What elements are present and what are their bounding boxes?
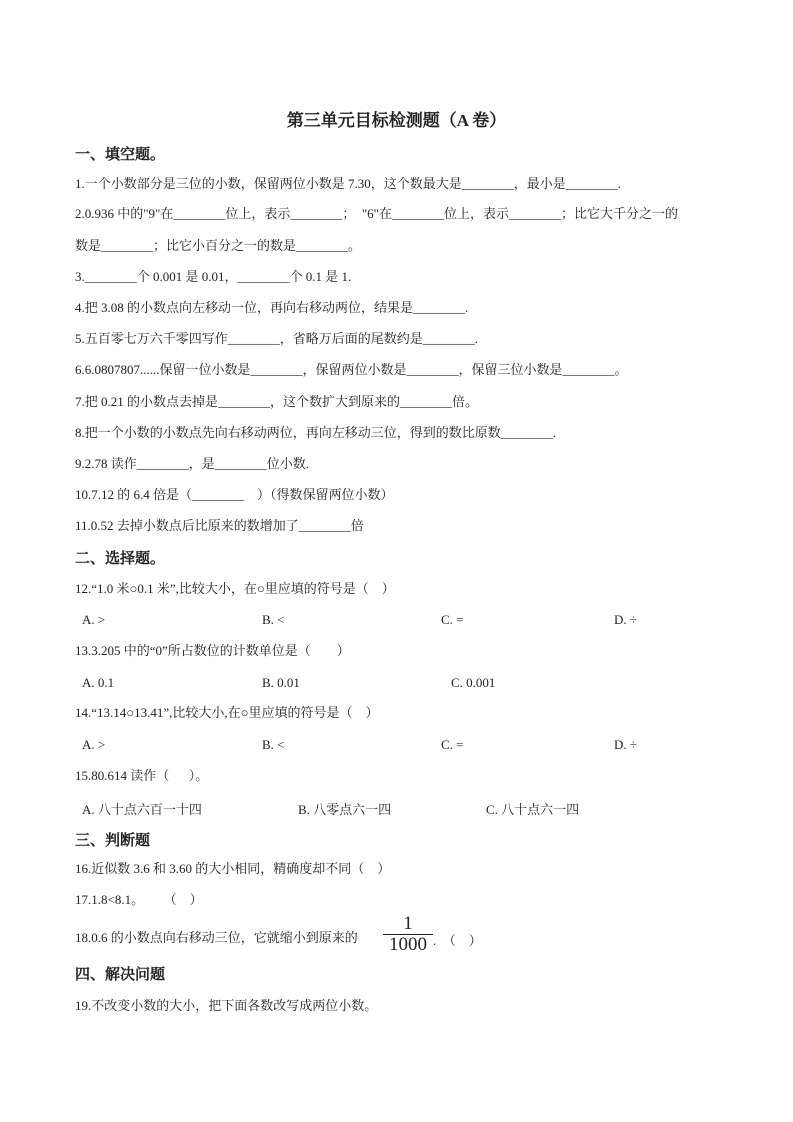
option-a: A. >: [82, 612, 106, 627]
question-12: 12.“1.0 米○0.1 米”,比较大小，在○里应填的符号是（ ）: [75, 581, 395, 596]
question-10: 10.7.12 的 6.4 倍是（________ ）（得数保留两位小数）: [75, 487, 394, 502]
option-c: C. =: [441, 737, 464, 752]
question-2: 2.0.936 中的"9"在________位上，表示________； "6"在________位上，表示________；比它大千分之一的: [75, 206, 678, 221]
option-a: A. 0.1: [82, 675, 115, 690]
question-9: 9.2.78 读作________，是________位小数.: [75, 456, 310, 471]
section-heading-judge: 三、判断题: [75, 833, 151, 849]
section-heading-choice: 二、选择题。: [75, 551, 166, 567]
option-d: D. ÷: [614, 612, 638, 627]
question-11: 11.0.52 去掉小数点后比原来的数增加了________倍: [75, 518, 364, 533]
question-6: 6.6.0807807......保留一位小数是________，保留两位小数是________，保留三位小数是________。: [75, 362, 628, 377]
option-b: B. 0.01: [262, 675, 300, 690]
option-b: B. <: [262, 737, 285, 752]
section-heading-fill: 一、填空题。: [75, 147, 166, 163]
question-18: 18.0.6 的小数点向右移动三位，它就缩小到原来的: [75, 930, 358, 945]
question-8: 8.把一个小数的小数点先向右移动两位，再向左移动三位，得到的数比原数________.: [75, 425, 557, 440]
question-7: 7.把 0.21 的小数点去掉是________，这个数扩大到原来的________倍。: [75, 394, 479, 409]
option-c: C. 0.001: [451, 675, 496, 690]
question-14: 14.“13.14○13.41”,比较大小,在○里应填的符号是（ ）: [75, 705, 379, 720]
fraction-denominator: 1000: [389, 934, 427, 955]
fraction-numerator: 1: [383, 914, 433, 935]
question-15: 15.80.614 读作（ ）。: [75, 768, 209, 783]
fraction: [383, 914, 433, 955]
option-c: C. =: [441, 612, 464, 627]
question-19: 19.不改变小数的大小，把下面各数改写成两位小数。: [75, 998, 378, 1013]
question-18-tail: . （ ）: [433, 933, 482, 948]
question-2-cont: 数是________；比它小百分之一的数是________。: [75, 238, 362, 253]
section-heading-solve: 四、解决问题: [75, 967, 166, 983]
option-a: A. >: [82, 737, 106, 752]
question-17: 17.1.8<8.1。 （ ）: [75, 892, 203, 907]
question-16: 16.近似数 3.6 和 3.60 的大小相同，精确度却不同（ ）: [75, 861, 391, 876]
question-13: 13.3.205 中的“0”所占数位的计数单位是（ ）: [75, 643, 350, 658]
option-b: B. 八零点六一四: [298, 802, 392, 817]
question-5: 5.五百零七万六千零四写作________，省略万后面的尾数约是________.: [75, 331, 479, 346]
option-c: C. 八十点六一四: [486, 802, 580, 817]
question-4: 4.把 3.08 的小数点向左移动一位，再向右移动两位，结果是________.: [75, 300, 469, 315]
option-b: B. <: [262, 612, 285, 627]
question-1: 1.一个小数部分是三位的小数，保留两位小数是 7.30，这个数最大是________，最小是________.: [75, 176, 622, 191]
page-title: 第三单元目标检测题（A 卷）: [286, 111, 507, 130]
option-d: D. ÷: [614, 737, 638, 752]
question-3: 3.________个 0.001 是 0.01，________个 0.1 是 1.: [75, 269, 352, 284]
option-a: A. 八十点六百一十四: [82, 802, 202, 817]
